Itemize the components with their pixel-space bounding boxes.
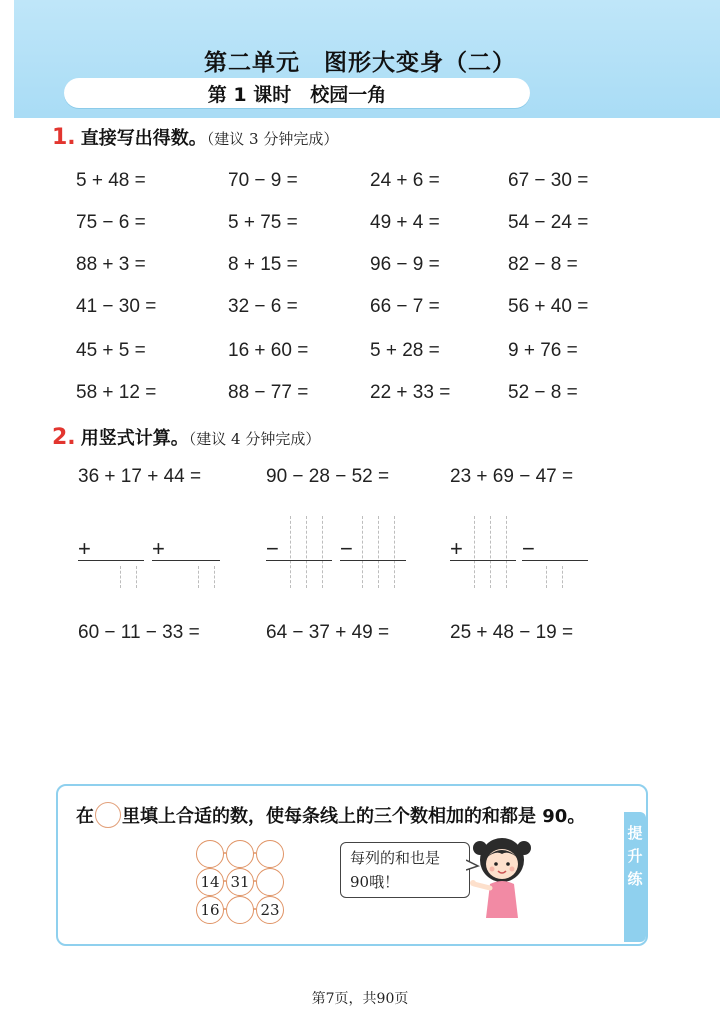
oral-problem: 41 − 30 = bbox=[76, 296, 157, 317]
answer-line bbox=[522, 560, 588, 561]
circle-icon bbox=[95, 802, 121, 828]
section1-note: （建议 3 分钟完成） bbox=[206, 130, 339, 148]
answer-line bbox=[450, 560, 516, 561]
lesson-title: 第 1 课时 校园一角 bbox=[207, 84, 387, 106]
grid-cell[interactable] bbox=[226, 896, 254, 924]
bonus-instruction bbox=[76, 802, 585, 828]
oral-problem: 52 − 8 = bbox=[508, 382, 578, 403]
oral-problem: 88 − 77 = bbox=[228, 382, 309, 403]
digit-guide bbox=[546, 566, 547, 588]
oral-problem: 49 + 4 = bbox=[370, 212, 440, 233]
plus-sign: + bbox=[450, 536, 463, 561]
oral-problem: 75 − 6 = bbox=[76, 212, 146, 233]
vertical-problem-2: 90 − 28 − 52 = bbox=[266, 466, 390, 487]
oral-problem: 56 + 40 = bbox=[508, 296, 589, 317]
section2-title: 用竖式计算。 bbox=[80, 428, 189, 449]
digit-guide bbox=[198, 566, 199, 588]
grid-cell[interactable] bbox=[256, 840, 284, 868]
vertical-problem-5: 64 − 37 + 49 = bbox=[266, 622, 390, 643]
grid-cell: 23 bbox=[256, 896, 284, 924]
minus-sign: − bbox=[266, 536, 279, 561]
page-footer: 第7页，共90页 bbox=[311, 991, 409, 1007]
vertical-problem-3: 23 + 69 − 47 = bbox=[450, 466, 574, 487]
answer-line bbox=[340, 560, 406, 561]
section1-heading bbox=[52, 124, 338, 150]
grid-cell: 14 bbox=[196, 868, 224, 896]
oral-problem: 70 − 9 = bbox=[228, 170, 298, 191]
oral-problem: 88 + 3 = bbox=[76, 254, 146, 275]
oral-problem: 54 − 24 = bbox=[508, 212, 589, 233]
oral-problem: 45 + 5 = bbox=[76, 340, 146, 361]
vertical-problem-6: 25 + 48 − 19 = bbox=[450, 622, 574, 643]
vertical-problem-4: 60 − 11 − 33 = bbox=[78, 622, 200, 643]
answer-line bbox=[78, 560, 144, 561]
digit-guide bbox=[378, 516, 379, 588]
grid-cell[interactable] bbox=[256, 868, 284, 896]
oral-problem: 5 + 48 = bbox=[76, 170, 146, 191]
grid-cell: 31 bbox=[226, 868, 254, 896]
section2-number: 2. bbox=[52, 425, 76, 450]
grid-cell: 16 bbox=[196, 896, 224, 924]
digit-guide bbox=[394, 516, 395, 588]
digit-guide bbox=[506, 516, 507, 588]
oral-problem: 8 + 15 = bbox=[228, 254, 298, 275]
bonus-text-after: 里填上合适的数，使每条线上的三个数相加的和都是 90。 bbox=[122, 806, 586, 827]
digit-guide bbox=[290, 516, 291, 588]
oral-problem: 96 − 9 = bbox=[370, 254, 440, 275]
oral-problem: 9 + 76 = bbox=[508, 340, 578, 361]
girl-illustration-icon bbox=[468, 834, 536, 918]
unit-title: 第二单元 图形大变身（二） bbox=[204, 50, 516, 76]
digit-guide bbox=[474, 516, 475, 588]
speech-bubble-text: 每列的和也是 90哦！ bbox=[350, 849, 441, 891]
oral-problem: 82 − 8 = bbox=[508, 254, 578, 275]
digit-guide bbox=[562, 566, 563, 588]
plus-sign: + bbox=[78, 536, 91, 561]
section2-heading bbox=[52, 424, 320, 450]
oral-problem: 5 + 28 = bbox=[370, 340, 440, 361]
oral-problem: 24 + 6 = bbox=[370, 170, 440, 191]
oral-problem: 67 − 30 = bbox=[508, 170, 589, 191]
oral-problem: 58 + 12 = bbox=[76, 382, 157, 403]
answer-line bbox=[152, 560, 220, 561]
digit-guide bbox=[136, 566, 137, 588]
minus-sign: − bbox=[522, 536, 535, 561]
oral-problem: 16 + 60 = bbox=[228, 340, 309, 361]
digit-guide bbox=[490, 516, 491, 588]
bonus-tab-label: 提升练 bbox=[627, 824, 643, 888]
digit-guide bbox=[362, 516, 363, 588]
oral-problem: 22 + 33 = bbox=[370, 382, 451, 403]
section1-number: 1. bbox=[52, 125, 76, 150]
oral-problem: 5 + 75 = bbox=[228, 212, 298, 233]
bonus-text-before: 在 bbox=[76, 806, 94, 827]
answer-line bbox=[266, 560, 332, 561]
digit-guide bbox=[214, 566, 215, 588]
oral-problem: 32 − 6 = bbox=[228, 296, 298, 317]
minus-sign: − bbox=[340, 536, 353, 561]
digit-guide bbox=[322, 516, 323, 588]
digit-guide bbox=[306, 516, 307, 588]
plus-sign: + bbox=[152, 536, 165, 561]
oral-problem: 66 − 7 = bbox=[370, 296, 440, 317]
digit-guide bbox=[120, 566, 121, 588]
grid-cell[interactable] bbox=[226, 840, 254, 868]
section1-title: 直接写出得数。 bbox=[80, 128, 207, 149]
section2-note: （建议 4 分钟完成） bbox=[188, 430, 321, 448]
vertical-problem-1: 36 + 17 + 44 = bbox=[78, 466, 202, 487]
grid-cell[interactable] bbox=[196, 840, 224, 868]
